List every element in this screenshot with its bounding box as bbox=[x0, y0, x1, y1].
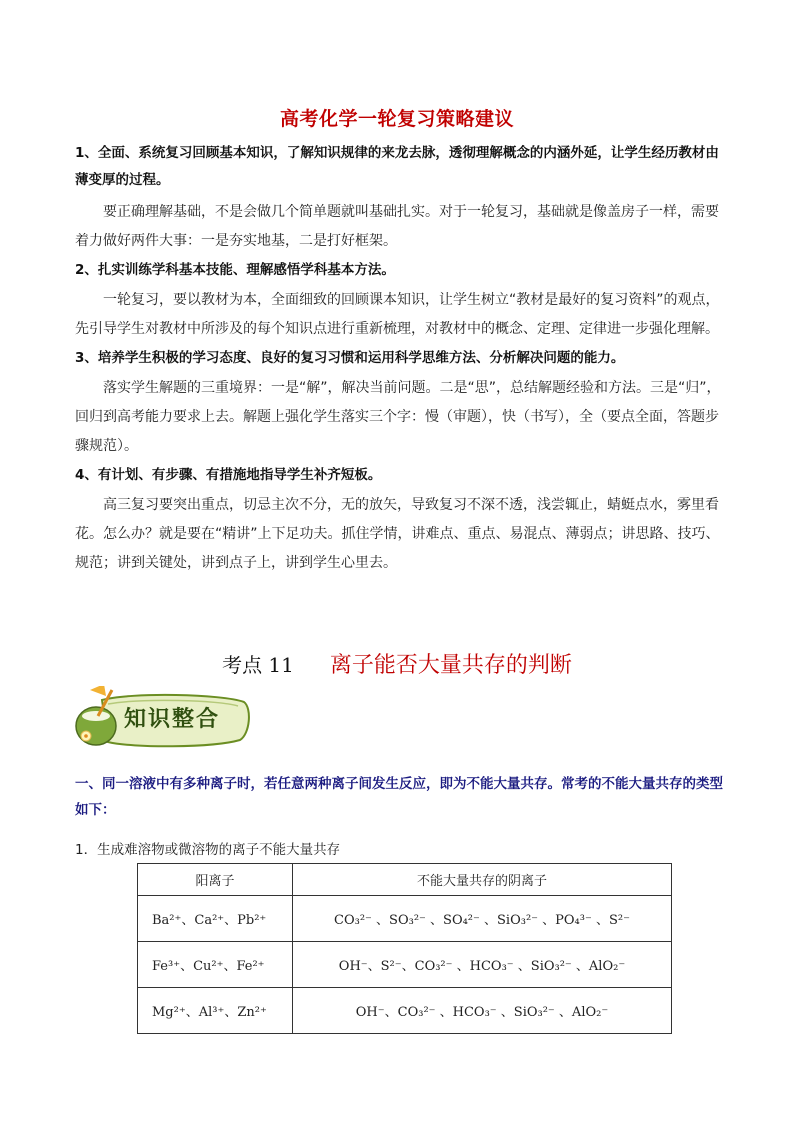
cation-cell: Fe³⁺、Cu²⁺、Fe²⁺ bbox=[138, 942, 293, 988]
coexistence-heading: 一、同一溶液中有多种离子时，若任意两种离子间发生反应，即为不能大量共存。常考的不能大量共存的类型如下： bbox=[75, 776, 723, 818]
header-anions: 不能大量共存的阴离子 bbox=[293, 864, 672, 896]
strategy-4-text: 高三复习要突出重点，切忌主次不分，无的放矢，导致复习不深不透，浅尝辄止，蜻蜓点水，雾里看花。怎么办？就是要在“精讲”上下足功夫。抓住学情，讲难点、重点、易混点、薄弱点；讲思路、技巧、规范；讲到关键处，讲到点子上，讲到学生心里去。 bbox=[75, 497, 720, 571]
table-header-row bbox=[138, 864, 672, 896]
document-title: 高考化学一轮复习策略建议 bbox=[279, 108, 514, 130]
anions-cell: OH⁻、S²⁻、CO₃²⁻ 、HCO₃⁻ 、SiO₃²⁻ 、AlO₂⁻ bbox=[293, 942, 672, 988]
table-row bbox=[138, 942, 672, 988]
section-name: 离子能否大量共存的判断 bbox=[329, 653, 572, 678]
knowledge-badge-label: 知识整合 bbox=[124, 707, 221, 732]
cation-cell: Ba²⁺、Ca²⁺、Pb²⁺ bbox=[138, 896, 293, 942]
table-row bbox=[138, 988, 672, 1034]
section-number: 考点 11 bbox=[222, 653, 294, 677]
subsection-1-heading: 1．生成难溶物或微溶物的离子不能大量共存 bbox=[75, 842, 341, 858]
anions-cell: OH⁻、CO₃²⁻ 、HCO₃⁻ 、SiO₃²⁻ 、AlO₂⁻ bbox=[293, 988, 672, 1034]
strategy-2-text: 一轮复习，要以教材为本，全面细致的回顾课本知识，让学生树立“教材是最好的复习资料”的观点，先引导学生对教材中所涉及的每个知识点进行重新梳理，对教材中的概念、定理、定律进一步强化理解。 bbox=[75, 292, 720, 337]
ion-table bbox=[137, 863, 672, 1034]
strategy-2-heading: 2、扎实训练学科基本技能、理解感悟学科基本方法。 bbox=[75, 262, 395, 278]
header-cation: 阳离子 bbox=[138, 864, 293, 896]
anions-cell: CO₃²⁻ 、SO₃²⁻ 、SO₄²⁻ 、SiO₃²⁻ 、PO₄³⁻ 、S²⁻ bbox=[293, 896, 672, 942]
strategy-3-heading: 3、培养学生积极的学习态度、良好的复习习惯和运用科学思维方法、分析解决问题的能力。 bbox=[75, 350, 625, 366]
strategy-3-text: 落实学生解题的三重境界：一是“解”，解决当前问题。二是“思”，总结解题经验和方法。三是“归”，回归到高考能力要求上去。解题上强化学生落实三个字：慢（审题），快（书写），全（要点全面，答题步骤规范）。 bbox=[75, 380, 721, 454]
section-title bbox=[0, 648, 794, 679]
strategy-1-heading: 1、全面、系统复习回顾基本知识，了解知识规律的来龙去脉，透彻理解概念的内涵外延，让学生经历教材由薄变厚的过程。 bbox=[75, 145, 719, 188]
table-row bbox=[138, 896, 672, 942]
strategy-4-heading: 4、有计划、有步骤、有措施地指导学生补齐短板。 bbox=[75, 467, 382, 483]
knowledge-badge bbox=[72, 686, 252, 752]
cation-cell: Mg²⁺、Al³⁺、Zn²⁺ bbox=[138, 988, 293, 1034]
strategy-1-text: 要正确理解基础，不是会做几个简单题就叫基础扎实。对于一轮复习，基础就是像盖房子一样，需要着力做好两件大事：一是夯实地基，二是打好框架。 bbox=[75, 204, 719, 249]
